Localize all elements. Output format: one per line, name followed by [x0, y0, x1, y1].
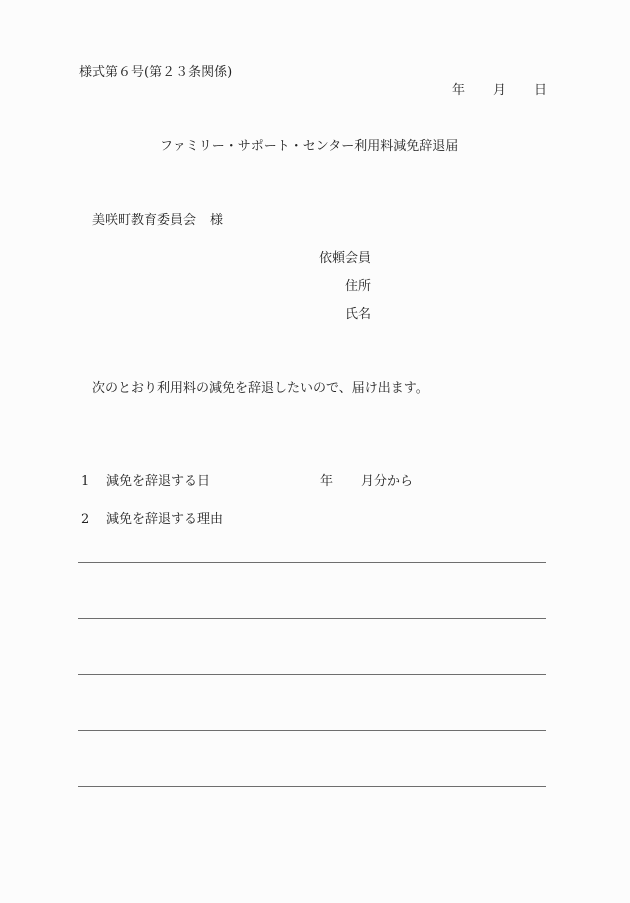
reason-line: [78, 786, 546, 787]
withdrawal-date-field: [320, 475, 413, 488]
item-withdrawal-reason: [81, 513, 223, 526]
item-number: 2: [81, 512, 90, 527]
addressee: [92, 214, 223, 227]
requester-label: 依頼会員: [319, 251, 372, 266]
reason-line: [78, 618, 546, 619]
date-line: [452, 84, 547, 97]
reason-line: [78, 562, 546, 563]
item-label: 減免を辞退する理由: [106, 512, 224, 527]
date-day-label: 日: [534, 83, 548, 98]
address-label: 住所: [345, 279, 372, 294]
addressee-name: 美咲町教育委員会: [92, 213, 197, 228]
name-label: 氏名: [345, 307, 372, 322]
addressee-honorific: 様: [210, 213, 224, 228]
form-number: 様式第６号(第２３条関係): [79, 65, 233, 80]
item-label: 減免を辞退する日: [106, 474, 211, 489]
statement-text: 次のとおり利用料の減免を辞退したいので、届け出ます。: [92, 381, 429, 396]
date-month-label: 月: [493, 83, 507, 98]
date-year-label: 年: [452, 83, 466, 98]
document-title: ファミリー・サポート・センター利用料減免辞退届: [160, 139, 459, 154]
item-withdrawal-date: [81, 475, 210, 488]
reason-line: [78, 674, 546, 675]
item-number: 1: [81, 474, 90, 489]
year-label: 年: [320, 474, 334, 489]
month-from-label: 月分から: [361, 474, 414, 489]
reason-line: [78, 730, 546, 731]
